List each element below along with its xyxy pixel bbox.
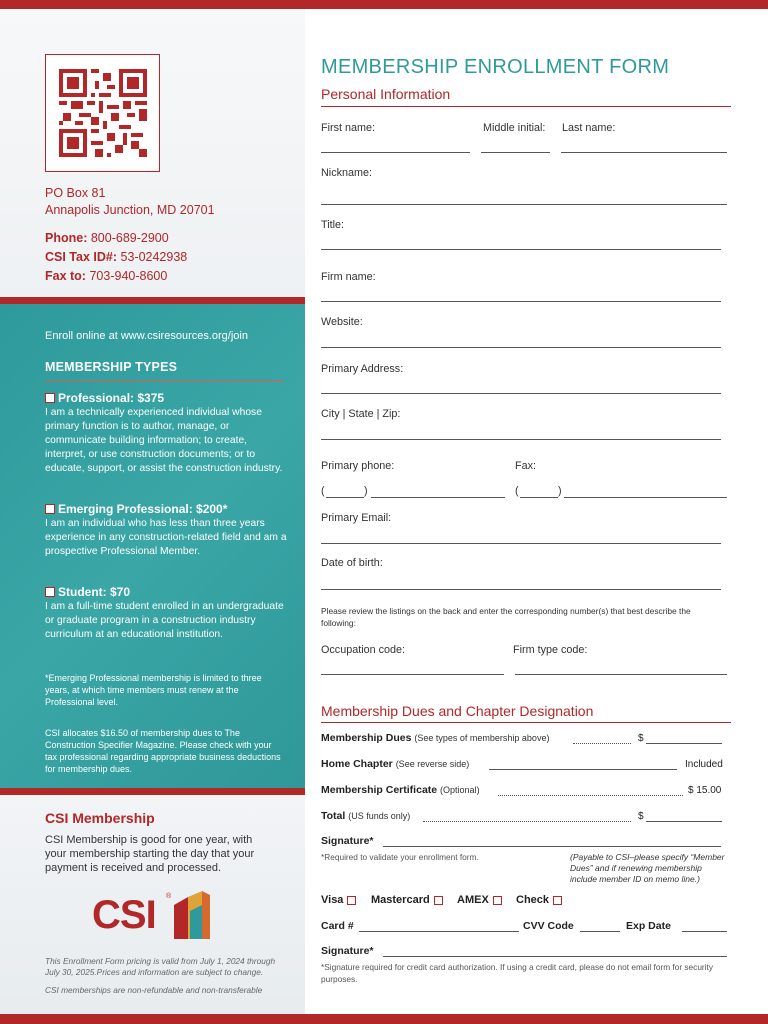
firm-type-code-label: Firm type code: xyxy=(513,644,588,656)
sidebar xyxy=(0,9,305,1014)
date-of-birth-label: Date of birth: xyxy=(321,557,383,569)
enroll-online-text: Enroll online at www.csiresources.org/join xyxy=(45,330,248,342)
phone-number-field[interactable] xyxy=(371,497,505,498)
total-sub: (US funds only) xyxy=(348,811,411,821)
personal-info-rule xyxy=(321,106,731,107)
card-number-row xyxy=(321,920,354,932)
primary-address-field[interactable] xyxy=(321,393,721,394)
csi-logo-registered: ® xyxy=(166,893,172,900)
city-state-zip-field[interactable] xyxy=(321,439,721,440)
signature-row xyxy=(321,835,374,847)
mastercard-label: Mastercard xyxy=(371,894,430,906)
first-name-label: First name: xyxy=(321,122,375,134)
emerging-professional-desc: I am an individual who has less than three years experience in any construction-related field and am a prospective Professional Member. xyxy=(45,518,287,557)
certificate-label: Membership Certificate xyxy=(321,784,438,796)
home-chapter-field[interactable] xyxy=(489,769,677,770)
fax-field-label: Fax: xyxy=(515,460,536,472)
website-label: Website: xyxy=(321,316,363,328)
professional-desc: I am a technically experienced individual whose primary function is to author, manage, or communicate building information; to create, interpret, or use construction documents; or to educate, support, or assist the construction industry. xyxy=(45,407,283,474)
signature-label: Signature* xyxy=(321,835,374,847)
primary-email-label: Primary Email: xyxy=(321,512,392,524)
phone-area-open: ( xyxy=(321,485,325,497)
exp-date-row xyxy=(626,920,671,932)
phone-area-code-field[interactable] xyxy=(326,497,364,498)
fax-row xyxy=(45,267,187,286)
fax-area-close: ) xyxy=(558,485,562,497)
exp-date-field[interactable] xyxy=(682,931,727,932)
membership-dues-field[interactable] xyxy=(646,743,722,744)
primary-email-field[interactable] xyxy=(321,543,721,544)
membership-type-emerging xyxy=(45,502,290,559)
fax-area-code-field[interactable] xyxy=(520,497,558,498)
middle-initial-label: Middle initial: xyxy=(483,122,546,134)
sidebar-divider xyxy=(0,297,305,304)
date-of-birth-field[interactable] xyxy=(321,589,721,590)
payable-note: (Payable to CSI–please specify “Member Dues” and if renewing membership include member ID on memo line.) xyxy=(570,852,725,884)
student-checkbox[interactable] xyxy=(45,587,55,597)
tax-id-label: CSI Tax ID#: xyxy=(45,250,118,264)
last-name-field[interactable] xyxy=(561,152,727,153)
home-chapter-sub: (See reverse side) xyxy=(395,759,470,769)
total-row xyxy=(321,810,410,822)
total-currency: $ xyxy=(638,811,644,822)
home-chapter-value: Included xyxy=(685,759,723,770)
title-label: Title: xyxy=(321,219,344,231)
signature2-note: *Signature required for credit card authorization. If using a credit card, please do not email form for security purposes. xyxy=(321,962,713,984)
sidebar-contact-panel xyxy=(0,9,305,297)
csi-membership-panel xyxy=(0,795,305,1014)
dues-rule xyxy=(321,722,731,723)
membership-type-professional xyxy=(45,391,290,476)
certificate-sub: (Optional) xyxy=(440,785,480,795)
fax-area-open: ( xyxy=(515,485,519,497)
nickname-label: Nickname: xyxy=(321,167,373,179)
amex-checkbox[interactable] xyxy=(493,896,502,905)
qr-code-frame xyxy=(45,54,160,172)
phone-area-close: ) xyxy=(364,485,368,497)
csi-membership-text: CSI Membership is good for one year, with your membership starting the day that your payment is received and processed. xyxy=(45,834,255,874)
csi-membership-heading: CSI Membership xyxy=(45,810,155,826)
first-name-field[interactable] xyxy=(321,152,470,153)
address-line-1: PO Box 81 xyxy=(45,186,106,200)
primary-phone-label: Primary phone: xyxy=(321,460,395,472)
tax-id-row xyxy=(45,248,187,267)
fax-value: 703-940-8600 xyxy=(89,269,168,283)
membership-dues-sub: (See types of membership above) xyxy=(414,733,550,743)
membership-types-panel xyxy=(0,304,305,788)
visa-label: Visa xyxy=(321,894,344,906)
refund-policy-note: CSI memberships are non-refundable and non-transferable xyxy=(45,985,263,995)
nickname-field[interactable] xyxy=(321,204,727,205)
enrollment-form xyxy=(321,9,731,1014)
firm-type-code-field[interactable] xyxy=(515,674,727,675)
qr-code-icon xyxy=(59,68,147,158)
fax-label: Fax to: xyxy=(45,269,86,283)
certificate-row xyxy=(321,784,480,796)
membership-dues-row xyxy=(321,732,549,744)
home-chapter-label: Home Chapter xyxy=(321,758,393,770)
occupation-code-field[interactable] xyxy=(321,674,504,675)
firm-name-field[interactable] xyxy=(321,301,721,302)
membership-dues-label: Membership Dues xyxy=(321,732,412,744)
cvv-row xyxy=(523,920,574,932)
check-checkbox[interactable] xyxy=(553,896,562,905)
pay-amex[interactable] xyxy=(457,894,502,906)
fax-number-field[interactable] xyxy=(564,497,727,498)
pay-mastercard[interactable] xyxy=(371,894,443,906)
city-state-zip-label: City | State | Zip: xyxy=(321,408,401,420)
dues-heading: Membership Dues and Chapter Designation xyxy=(321,703,594,719)
middle-initial-field[interactable] xyxy=(481,152,550,153)
phone-label: Phone: xyxy=(45,231,88,245)
website-field[interactable] xyxy=(321,347,721,348)
cvv-label: CVV Code xyxy=(523,920,574,932)
amex-label: AMEX xyxy=(457,894,489,906)
home-chapter-row xyxy=(321,758,469,770)
csi-logo-mark-icon xyxy=(172,891,212,939)
pay-visa[interactable] xyxy=(321,894,356,906)
signature-required-note: *Required to validate your enrollment form. xyxy=(321,852,479,862)
review-listings-note: Please review the listings on the back and enter the corresponding number(s) that best describe the following: xyxy=(321,606,691,628)
signature-field[interactable] xyxy=(383,846,721,847)
membership-dues-leader xyxy=(573,743,631,744)
phone-value: 800-689-2900 xyxy=(90,231,169,245)
card-number-field[interactable] xyxy=(359,931,519,932)
csi-logo-text: CSI xyxy=(92,893,156,937)
top-border xyxy=(0,0,768,9)
signature2-row xyxy=(321,945,374,957)
emerging-professional-checkbox[interactable] xyxy=(45,504,55,514)
emerging-professional-title: Emerging Professional: $200* xyxy=(58,502,228,516)
check-label: Check xyxy=(516,894,550,906)
dues-allocation-note: CSI allocates $16.50 of membership dues to The Construction Specifier Magazine. Please check with your tax professional regarding appropriate business deductions for membership dues. xyxy=(45,728,281,774)
professional-checkbox[interactable] xyxy=(45,393,55,403)
mailing-address xyxy=(45,185,215,219)
membership-types-rule xyxy=(45,380,284,381)
sidebar-divider-2 xyxy=(0,788,305,795)
exp-date-label: Exp Date xyxy=(626,920,671,932)
student-desc: I am a full-time student enrolled in an undergraduate or graduate program in a construction industry curriculum at an educational institution. xyxy=(45,601,284,640)
mastercard-checkbox[interactable] xyxy=(434,896,443,905)
personal-info-heading: Personal Information xyxy=(321,86,451,102)
professional-title: Professional: $375 xyxy=(58,391,165,405)
title-field[interactable] xyxy=(321,249,721,250)
certificate-value: $ 15.00 xyxy=(688,785,722,796)
visa-checkbox[interactable] xyxy=(347,896,356,905)
total-leader xyxy=(423,821,631,822)
last-name-label: Last name: xyxy=(562,122,616,134)
signature2-field[interactable] xyxy=(383,956,727,957)
cvv-field[interactable] xyxy=(580,931,620,932)
pricing-validity-note: This Enrollment Form pricing is valid from July 1, 2024 through July 30, 2025.Prices and information are subject to change. xyxy=(45,956,276,977)
total-field[interactable] xyxy=(646,821,722,822)
phone-row xyxy=(45,229,187,248)
membership-dues-currency: $ xyxy=(638,733,644,744)
certificate-leader xyxy=(498,795,683,796)
primary-address-label: Primary Address: xyxy=(321,363,404,375)
card-number-label: Card # xyxy=(321,920,354,932)
student-title: Student: $70 xyxy=(58,585,131,599)
address-line-2: Annapolis Junction, MD 20701 xyxy=(45,203,215,217)
contact-info xyxy=(45,229,187,286)
firm-name-label: Firm name: xyxy=(321,271,376,283)
total-label: Total xyxy=(321,810,346,822)
occupation-code-label: Occupation code: xyxy=(321,644,406,656)
membership-types-heading: MEMBERSHIP TYPES xyxy=(45,360,178,374)
membership-type-student xyxy=(45,585,290,642)
form-title: MEMBERSHIP ENROLLMENT FORM xyxy=(321,56,670,78)
csi-logo xyxy=(92,891,222,943)
tax-id-value: 53-0242938 xyxy=(120,250,188,264)
signature2-label: Signature* xyxy=(321,945,374,957)
pay-check[interactable] xyxy=(516,894,562,906)
bottom-border xyxy=(0,1014,768,1024)
emerging-note: *Emerging Professional membership is limited to three years, at which time members must renew at the Professional level. xyxy=(45,673,262,707)
